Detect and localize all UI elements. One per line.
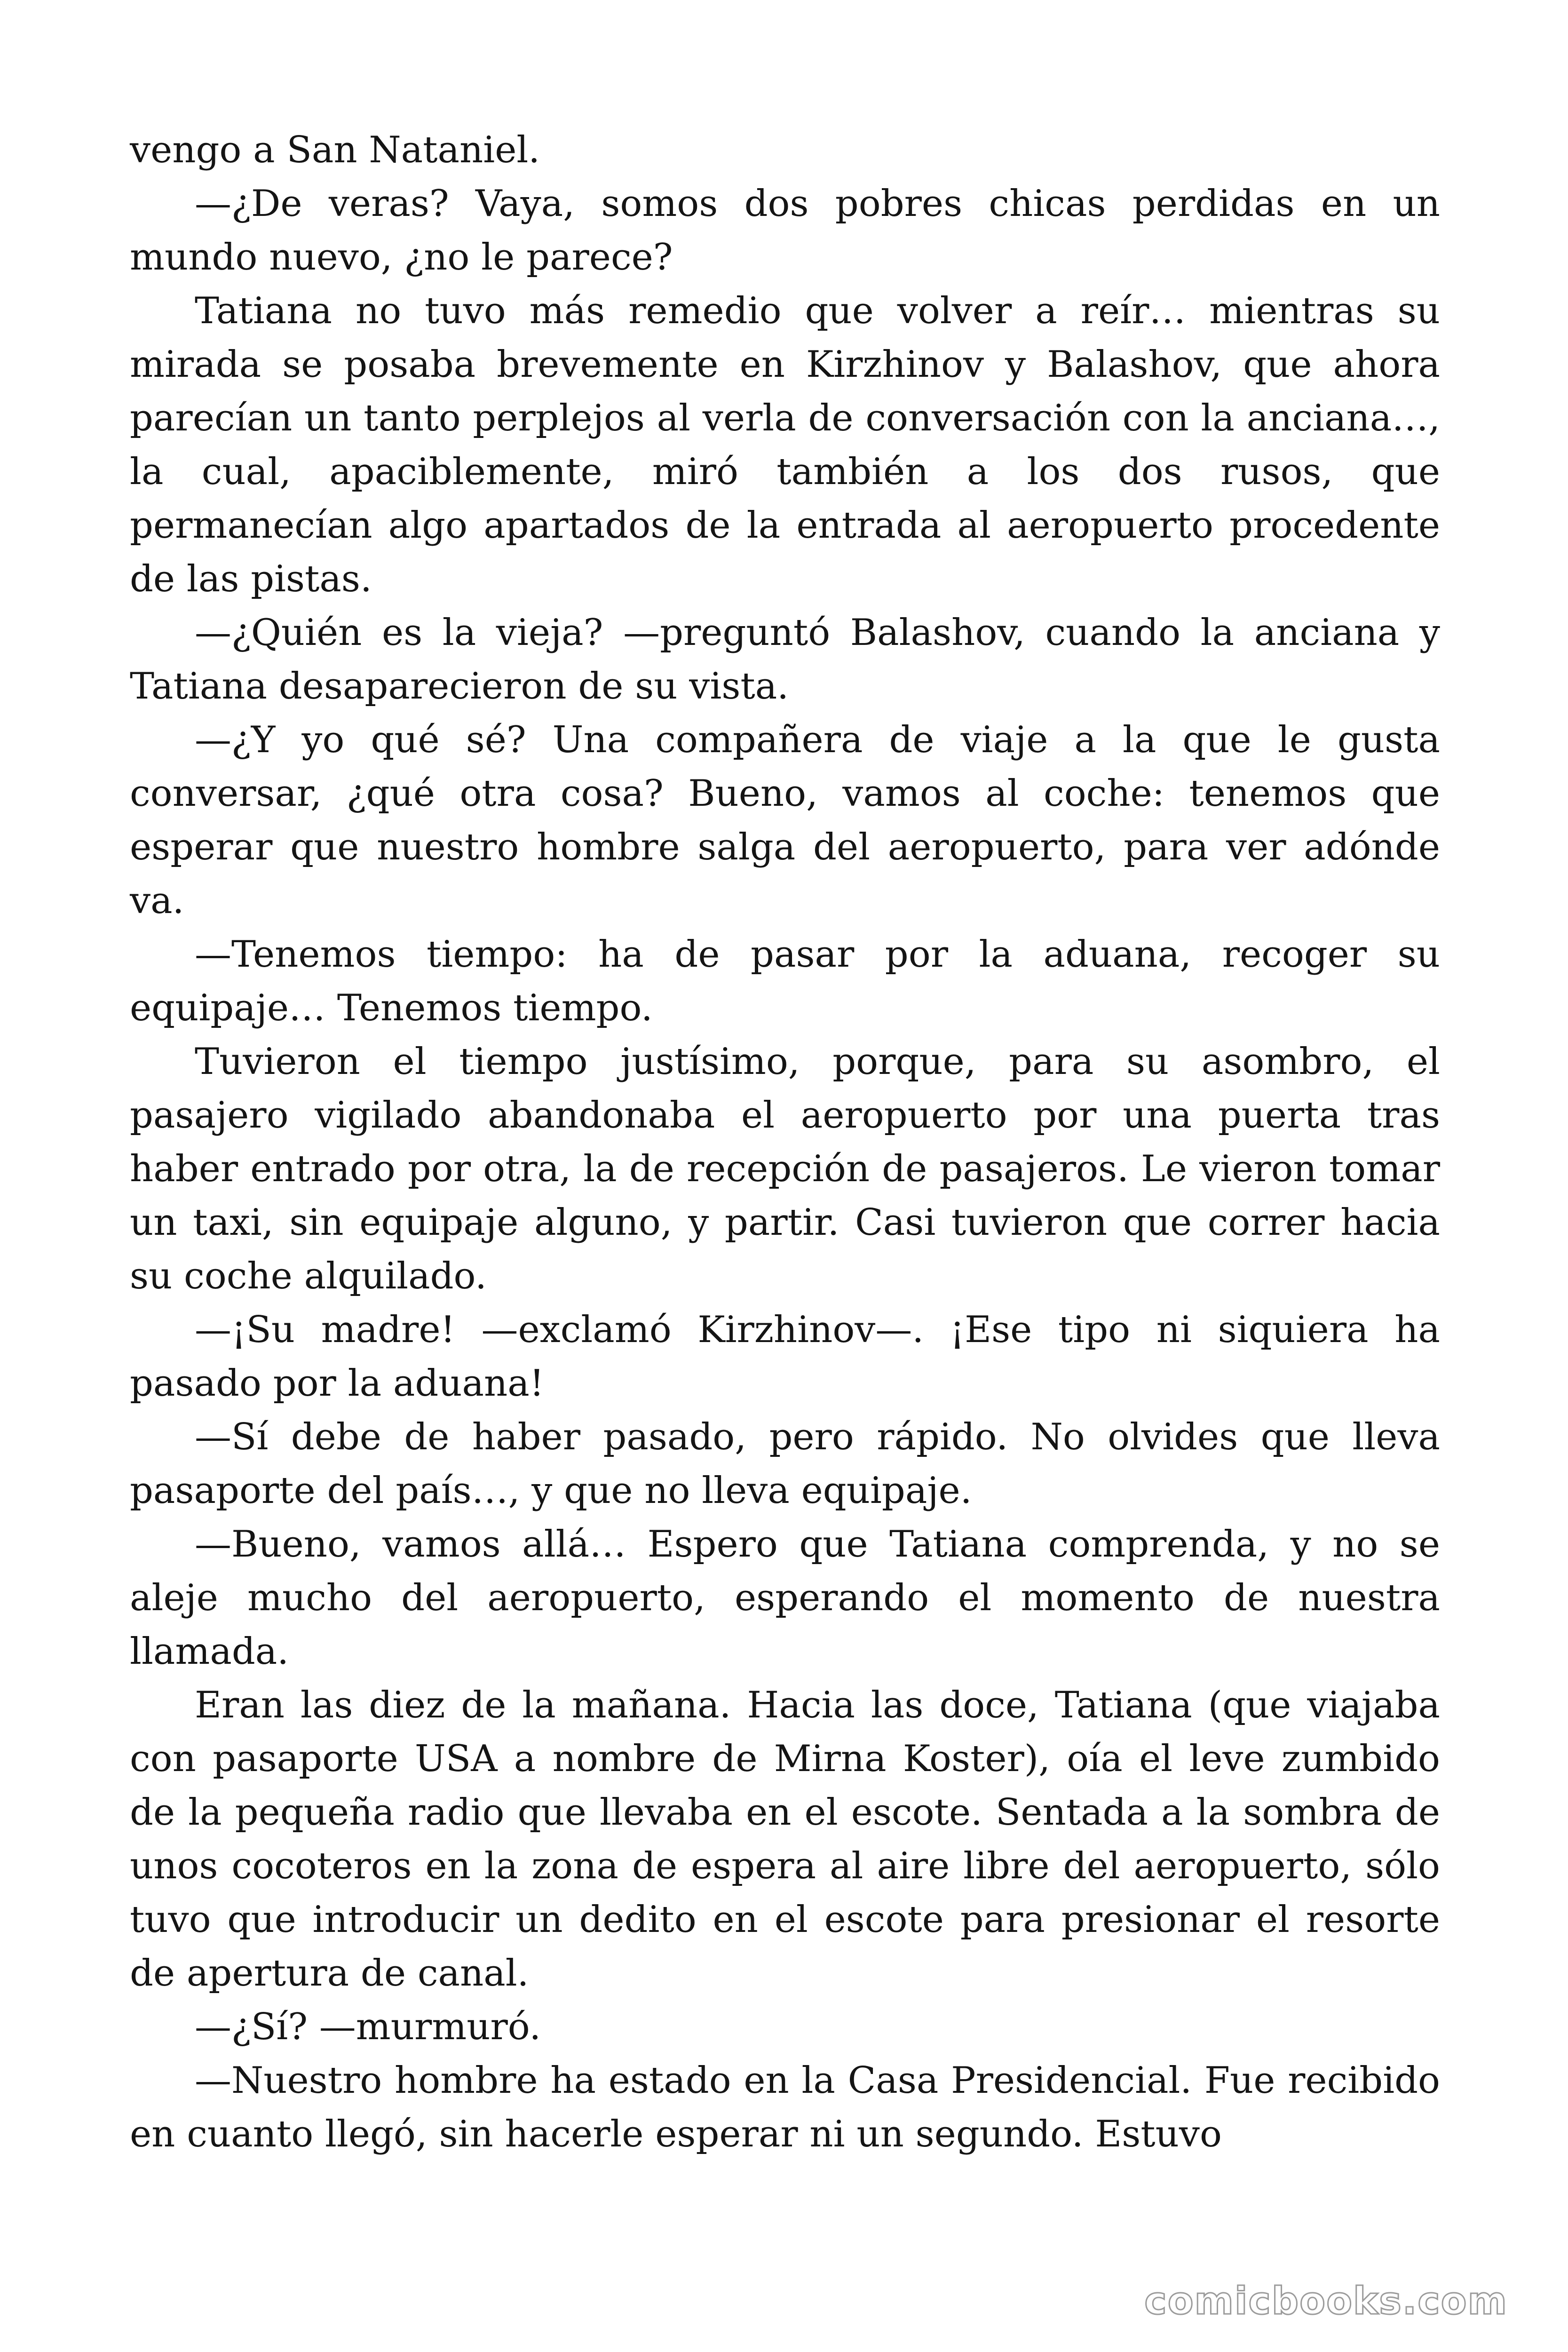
paragraph-2: —¿De veras? Vaya, somos dos pobres chicas perdidas en un mundo nuevo, ¿no le parece? (130, 183, 1440, 278)
paragraph-1: vengo a San Nataniel. (130, 129, 540, 171)
paragraph-9: —Sí debe de haber pasado, pero rápido. No olvides que lleva pasaporte del país…, y que no lleva equipaje. (130, 1416, 1440, 1512)
paragraph-7: Tuvieron el tiempo justísimo, porque, para su asombro, el pasajero vigilado abandonaba el aeropuerto por una puerta tras haber entrado por otra, la de recepción de pasajeros. Le vieron tomar un taxi, sin equipaje alguno, y partir. Casi tuvieron que correr hacia su coche alquilado. (130, 1041, 1440, 1297)
paragraph-5: —¿Y yo qué sé? Una compañera de viaje a la que le gusta conversar, ¿qué otra cosa? Bueno, vamos al coche: tenemos que esperar que nuestro hombre salga del aeropuerto, para ver adónde va. (130, 719, 1440, 922)
paragraph-13: —Nuestro hombre ha estado en la Casa Presidencial. Fue recibido en cuanto llegó, sin hacerle esperar ni un segundo. Estuvo (130, 2059, 1440, 2155)
paragraph-12: —¿Sí? —murmuró. (195, 2006, 541, 2048)
paragraph-3: Tatiana no tuvo más remedio que volver a reír… mientras su mirada se posaba brevemente en Kirzhinov y Balashov, que ahora parecían un tanto perplejos al verla de conversación con la anciana…, la cual, apaciblemente, miró también a los dos rusos, que permanecían algo apartados de la entrada al aeropuerto procedente de las pistas. (130, 290, 1440, 600)
paragraph-4: —¿Quién es la vieja? —preguntó Balashov, cuando la anciana y Tatiana desaparecieron de su vista. (130, 612, 1440, 707)
paragraph-10: —Bueno, vamos allá… Espero que Tatiana comprenda, y no se aleje mucho del aeropuerto, esperando el momento de nuestra llamada. (130, 1523, 1440, 1673)
book-page (130, 123, 1440, 2161)
paragraph-11: Eran las diez de la mañana. Hacia las doce, Tatiana (que viajaba con pasaporte USA a nombre de Mirna Koster), oía el leve zumbido de la pequeña radio que llevaba en el escote. Sentada a la sombra de unos cocoteros en la zona de espera al aire libre del aeropuerto, sólo tuvo que introducir un dedito en el escote para presionar el resorte de apertura de canal. (130, 1684, 1440, 1994)
paragraph-6: —Tenemos tiempo: ha de pasar por la aduana, recoger su equipaje… Tenemos tiempo. (130, 933, 1440, 1029)
paragraph-8: —¡Su madre! —exclamó Kirzhinov—. ¡Ese tipo ni siquiera ha pasado por la aduana! (130, 1309, 1440, 1405)
watermark-text: comicbooks.com (1144, 2279, 1508, 2323)
